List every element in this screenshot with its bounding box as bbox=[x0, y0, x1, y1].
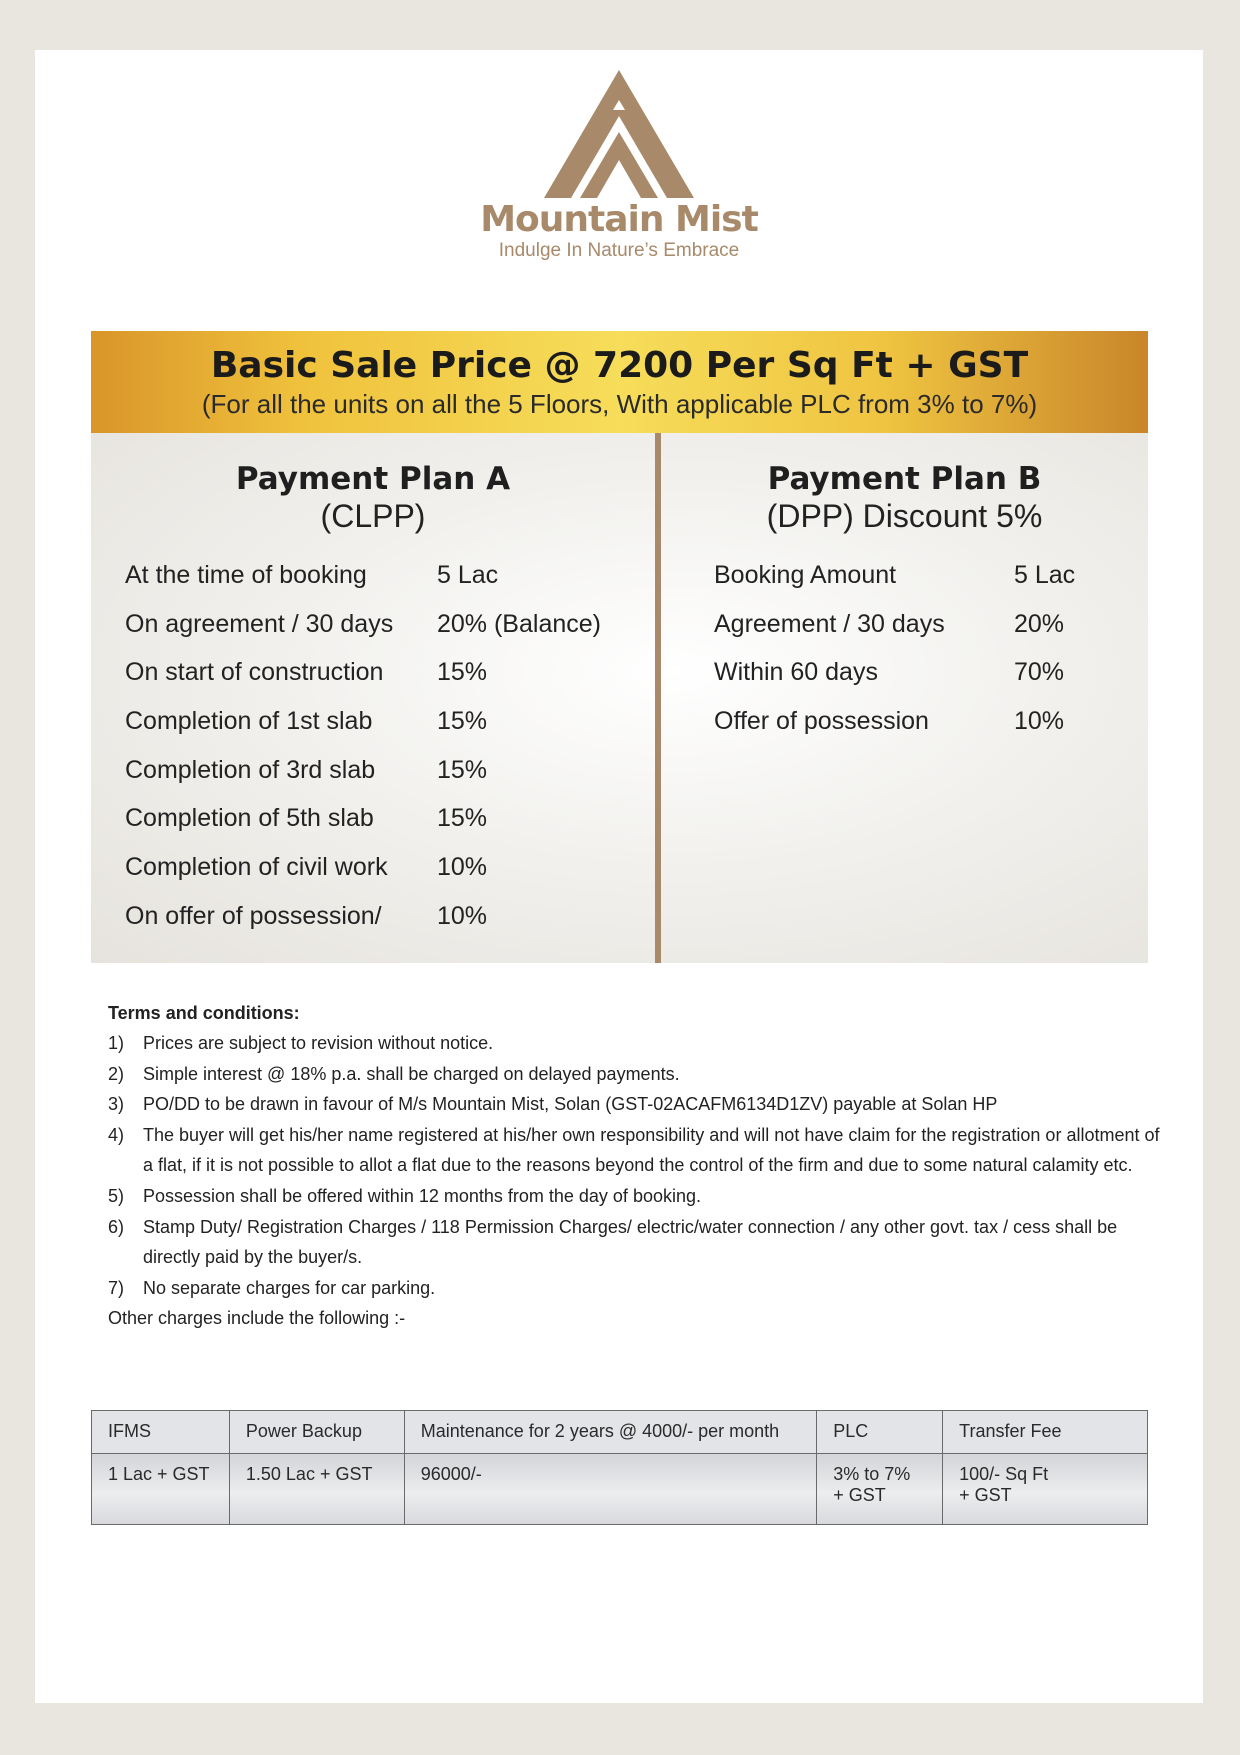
term-number: 1) bbox=[108, 1033, 125, 1053]
plan-row bbox=[91, 796, 655, 845]
mountain-logo-icon bbox=[529, 70, 709, 198]
other-charges-table bbox=[91, 1410, 1148, 1525]
plan-b-subtitle: (DPP) Discount 5% bbox=[766, 498, 1043, 534]
plan-row bbox=[91, 894, 655, 943]
plan-row bbox=[661, 699, 1148, 748]
plan-row bbox=[91, 845, 655, 894]
plan-a-rows bbox=[91, 553, 655, 943]
plan-row bbox=[91, 650, 655, 699]
plan-row bbox=[91, 602, 655, 651]
terms-title: Terms and conditions: bbox=[108, 1003, 300, 1023]
plan-row-value: 15% bbox=[437, 804, 488, 833]
term-item bbox=[108, 1120, 1168, 1181]
plan-b-rows bbox=[661, 553, 1148, 748]
term-item bbox=[108, 1212, 1168, 1273]
term-item bbox=[108, 1181, 1168, 1212]
term-number: 3) bbox=[108, 1094, 125, 1115]
plan-row-label: Completion of 1st slab bbox=[125, 707, 373, 736]
plan-row-label: Booking Amount bbox=[714, 561, 897, 589]
other-charges-intro: Other charges include the following :- bbox=[108, 1308, 406, 1329]
term-text: No separate charges for car parking. bbox=[143, 1277, 436, 1298]
plan-row-value: 20% (Balance) bbox=[437, 609, 601, 638]
term-item bbox=[108, 1059, 1168, 1090]
plan-row-value: 15% bbox=[437, 658, 488, 687]
plan-row-value: 70% bbox=[1014, 658, 1065, 687]
plan-a-title: Payment Plan A bbox=[235, 461, 511, 497]
charges-header-cell: IFMS bbox=[92, 1411, 230, 1454]
term-text: PO/DD to be drawn in favour of M/s Mountain Mist, Solan (GST-02ACAFM6134D1ZV) payable at Solan HP bbox=[143, 1094, 998, 1115]
payment-plan-a bbox=[91, 433, 655, 943]
charges-header-row bbox=[92, 1411, 1148, 1454]
term-number: 4) bbox=[108, 1124, 125, 1145]
plan-row-label: Offer of possession bbox=[714, 707, 929, 736]
price-subtitle: (For all the units on all the 5 Floors, With applicable PLC from 3% to 7%) bbox=[201, 389, 1038, 419]
charges-value-row bbox=[92, 1454, 1148, 1525]
term-text: Simple interest @ 18% p.a. shall be charged on delayed payments. bbox=[143, 1063, 680, 1084]
term-text: Possession shall be offered within 12 months from the day of booking. bbox=[143, 1185, 701, 1206]
charges-header-cell: Power Backup bbox=[229, 1411, 404, 1454]
price-title: Basic Sale Price @ 7200 Per Sq Ft + GST bbox=[210, 345, 1029, 386]
plan-row-label: Within 60 days bbox=[714, 658, 878, 687]
plan-a-subtitle: (CLPP) bbox=[320, 498, 426, 534]
plan-row-value: 10% bbox=[1014, 707, 1065, 736]
charges-header-cell: Transfer Fee bbox=[943, 1411, 1148, 1454]
term-text: Prices are subject to revision without notice. bbox=[143, 1033, 494, 1053]
charges-header-cell: PLC bbox=[817, 1411, 943, 1454]
plan-row-value: 15% bbox=[437, 707, 488, 736]
brand-tagline: Indulge In Nature’s Embrace bbox=[498, 240, 740, 261]
plan-row bbox=[91, 553, 655, 602]
charges-value-cell: 96000/- bbox=[404, 1454, 817, 1525]
brand-name: Mountain Mist bbox=[480, 199, 758, 240]
plan-row-label: On start of construction bbox=[125, 658, 384, 687]
plan-row-label: At the time of booking bbox=[125, 561, 367, 589]
term-item bbox=[108, 1028, 1168, 1059]
price-sheet-page bbox=[35, 50, 1203, 1703]
plan-row-value: 10% bbox=[437, 853, 488, 882]
term-number: 5) bbox=[108, 1185, 125, 1206]
plan-row-value: 15% bbox=[437, 755, 488, 784]
terms-section bbox=[108, 998, 1168, 1334]
plan-row-label: On offer of possession/ bbox=[125, 901, 382, 930]
plan-row bbox=[91, 748, 655, 797]
charges-value-cell: 3% to 7% + GST bbox=[817, 1454, 943, 1525]
plan-row bbox=[661, 650, 1148, 699]
term-number: 2) bbox=[108, 1063, 125, 1084]
plan-b-title: Payment Plan B bbox=[767, 461, 1042, 497]
plan-row-value: 5 Lac bbox=[1014, 561, 1076, 589]
plan-row-value: 10% bbox=[437, 901, 488, 930]
price-banner bbox=[91, 331, 1148, 433]
payment-plan-b bbox=[661, 433, 1148, 748]
term-item bbox=[108, 1089, 1168, 1120]
plan-row-label: Completion of civil work bbox=[125, 853, 388, 882]
charges-header-cell: Maintenance for 2 years @ 4000/- per month bbox=[404, 1411, 817, 1454]
charges-value-cell: 1 Lac + GST bbox=[92, 1454, 230, 1525]
payment-plans bbox=[91, 433, 1148, 963]
logo bbox=[35, 70, 1203, 262]
term-item bbox=[108, 1273, 1168, 1304]
term-text: Stamp Duty/ Registration Charges / 118 Permission Charges/ electric/water connection / any other govt. tax / cess shall be directly paid by the buyer/s. bbox=[143, 1216, 1118, 1268]
plan-row-value: 20% bbox=[1014, 609, 1065, 638]
charges-value-cell: 100/- Sq Ft + GST bbox=[943, 1454, 1148, 1525]
term-text: The buyer will get his/her name registered at his/her own responsibility and will not have claim for the registration or allotment of a flat, if it is not possible to allot a flat due to the reasons beyond the control of the firm and due to some natural calamity etc. bbox=[143, 1124, 1160, 1176]
plan-row bbox=[661, 553, 1148, 602]
term-number: 7) bbox=[108, 1277, 125, 1298]
plan-row-label: Agreement / 30 days bbox=[714, 609, 945, 638]
term-number: 6) bbox=[108, 1216, 125, 1237]
plan-row-label: Completion of 3rd slab bbox=[125, 755, 376, 784]
plan-row bbox=[661, 602, 1148, 651]
plan-row-label: Completion of 5th slab bbox=[125, 804, 374, 833]
charges-value-cell: 1.50 Lac + GST bbox=[229, 1454, 404, 1525]
plan-row-label: On agreement / 30 days bbox=[125, 609, 394, 638]
plan-row-value: 5 Lac bbox=[437, 561, 499, 589]
plan-row bbox=[91, 699, 655, 748]
